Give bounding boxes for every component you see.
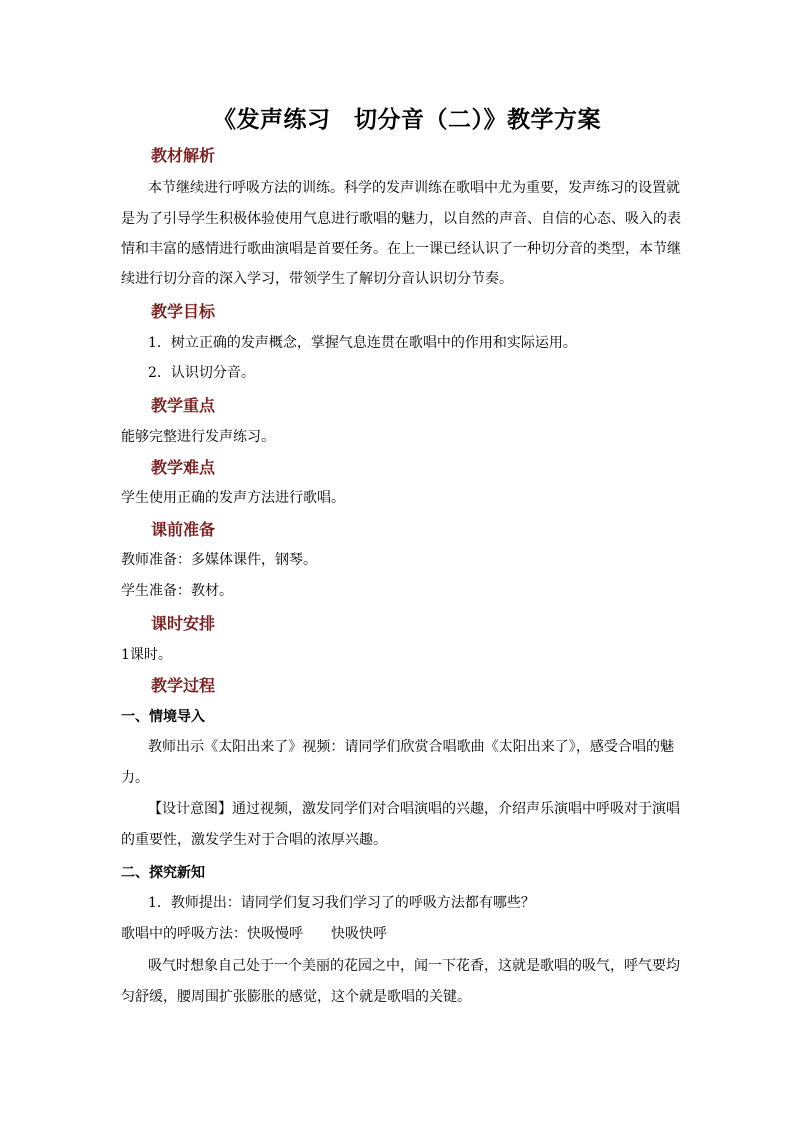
heading-analysis: 教材解析 <box>151 146 216 165</box>
part1-para1-line-1: 教师出示《太阳出来了》视频：请同学们欣赏合唱歌曲《太阳出来了》，感受合唱的魅 <box>148 739 674 755</box>
heading-difficulty: 教学难点 <box>151 458 216 477</box>
preparation-teacher: 教师准备：多媒体课件，钢琴。 <box>121 552 317 568</box>
analysis-line-2: 是为了引导学生积极体验使用气息进行歌唱的魅力，以自然的声音、自信的心态、吸入的表 <box>121 211 681 227</box>
heading-preparation: 课前准备 <box>151 520 216 539</box>
part2-para-line-2: 匀舒缓，腰周围扩张膨胀的感觉，这个就是歌唱的关键。 <box>121 989 471 1005</box>
part1-para1-line-2: 力。 <box>121 770 149 786</box>
analysis-line-3: 情和丰富的感情进行歌曲演唱是首要任务。在上一课已经认识了一种切分音的类型，本节继 <box>121 241 681 257</box>
heading-goals: 教学目标 <box>151 302 216 321</box>
part1-para2-line-2: 的重要性，激发学生对于合唱的浓厚兴趣。 <box>121 832 387 848</box>
part1-para2-line-1: 【设计意图】通过视频，激发同学们对合唱演唱的兴趣，介绍声乐演唱中呼吸对于演唱 <box>148 801 680 817</box>
part2-para-line-1: 吸气时想象自己处于一个美丽的花园之中，闻一下花香，这就是歌唱的吸气，呼气要均 <box>148 958 680 974</box>
key-point-text: 能够完整进行发声练习。 <box>121 429 275 445</box>
heading-process: 教学过程 <box>151 676 216 695</box>
goal-item-2: 2．认识切分音。 <box>148 365 255 381</box>
schedule-text: 1课时。 <box>121 647 172 663</box>
part2-question-1: 1．教师提出：请同学们复习我们学习了的呼吸方法都有哪些？ <box>148 895 535 911</box>
difficulty-text: 学生使用正确的发声方法进行歌唱。 <box>121 490 345 506</box>
part2-breathing-methods: 歌唱中的呼吸方法：快吸慢呼 快吸快呼 <box>121 926 387 942</box>
analysis-line-1: 本节继续进行呼吸方法的训练。科学的发声训练在歌唱中尤为重要，发声练习的设置就 <box>148 180 680 196</box>
page-title: 《发声练习 切分音（二）》教学方案 <box>213 106 601 133</box>
process-part1-title: 一、情境导入 <box>121 709 205 725</box>
preparation-student: 学生准备：教材。 <box>121 583 233 599</box>
heading-key-point: 教学重点 <box>151 396 216 415</box>
goal-item-1: 1．树立正确的发声概念，掌握气息连贯在歌唱中的作用和实际运用。 <box>148 335 577 351</box>
process-part2-title: 二、探究新知 <box>121 865 205 881</box>
analysis-line-4: 续进行切分音的深入学习，带领学生了解切分音认识切分节奏。 <box>121 271 513 287</box>
heading-schedule: 课时安排 <box>151 614 216 633</box>
